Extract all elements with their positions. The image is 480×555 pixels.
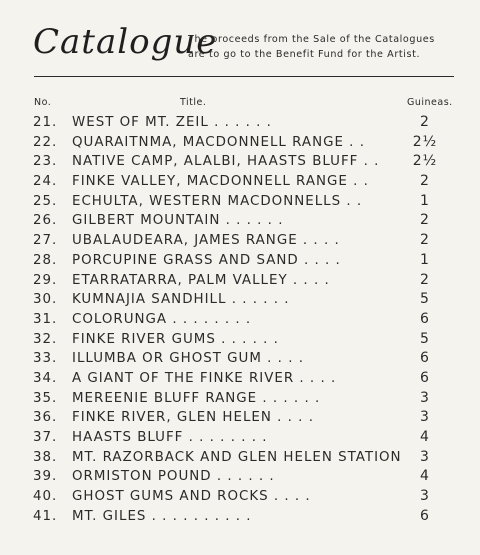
item-title: MT. GILES . . . . . . . . . .: [72, 508, 252, 524]
catalogue-list: [0, 113, 480, 526]
item-price-guineas: 3: [420, 409, 430, 426]
item-number: 32.: [33, 331, 58, 347]
item-price-guineas: 3: [420, 448, 430, 465]
item-price-guineas: 1: [420, 251, 430, 268]
item-price-guineas: 4: [420, 468, 430, 485]
item-price-guineas: 5: [420, 330, 430, 347]
item-title: ORMISTON POUND . . . . . .: [72, 469, 275, 485]
item-number: 25.: [33, 193, 58, 209]
catalogue-row: [0, 310, 480, 330]
item-price-guineas: 1: [420, 192, 430, 209]
item-price-guineas: 2: [420, 212, 430, 229]
catalogue-row: [0, 389, 480, 409]
item-number: 29.: [33, 272, 58, 288]
item-number: 36.: [33, 410, 58, 426]
item-title: FINKE RIVER, GLEN HELEN . . . .: [72, 410, 314, 426]
item-number: 40.: [33, 489, 58, 505]
catalogue-row: [0, 192, 480, 212]
item-title: MT. RAZORBACK AND GLEN HELEN STATION: [72, 449, 402, 465]
item-title: GHOST GUMS AND ROCKS . . . .: [72, 489, 311, 505]
item-price-guineas: 2½: [412, 133, 438, 150]
column-header-title: Title.: [180, 97, 207, 108]
column-header-guineas: Guineas.: [407, 97, 453, 108]
item-number: 30.: [33, 292, 58, 308]
item-price-guineas: 6: [420, 507, 430, 524]
catalogue-row: [0, 113, 480, 133]
item-price-guineas: 5: [420, 291, 430, 308]
header-divider: [34, 76, 454, 77]
item-title: QUARAITNMA, MACDONNELL RANGE . .: [72, 134, 365, 150]
catalogue-row: [0, 349, 480, 369]
item-price-guineas: 2: [420, 271, 430, 288]
item-price-guineas: 6: [420, 369, 430, 386]
item-number: 24.: [33, 174, 58, 190]
column-header-no: No.: [34, 97, 52, 108]
item-title: UBALAUDEARA, JAMES RANGE . . . .: [72, 233, 340, 249]
catalogue-row: [0, 172, 480, 192]
catalogue-row: [0, 408, 480, 428]
item-number: 33.: [33, 351, 58, 367]
item-price-guineas: 4: [420, 429, 430, 445]
item-title: COLORUNGA . . . . . . . .: [72, 311, 252, 327]
item-title: NATIVE CAMP, ALALBI, HAASTS BLUFF . .: [72, 154, 380, 170]
item-title: ETARRATARRA, PALM VALLEY . . . .: [72, 272, 330, 288]
item-price-guineas: 6: [420, 350, 430, 367]
item-price-guineas: 6: [420, 310, 430, 327]
item-title: ECHULTA, WESTERN MACDONNELLS . .: [72, 193, 363, 209]
item-number: 26.: [33, 213, 58, 229]
item-price-guineas: 3: [420, 389, 430, 406]
item-title: A GIANT OF THE FINKE RIVER . . . .: [72, 370, 337, 386]
item-number: 21.: [33, 115, 58, 130]
item-title: KUMNAJIA SANDHILL . . . . . .: [72, 292, 290, 308]
item-price-guineas: 2: [420, 173, 430, 190]
proceeds-note-line-1: The proceeds from the Sale of the Catalogues: [188, 34, 435, 45]
item-price-guineas: 2: [420, 114, 430, 130]
item-number: 28.: [33, 252, 58, 268]
catalogue-row: [0, 369, 480, 389]
item-title: FINKE VALLEY, MACDONNELL RANGE . .: [72, 174, 369, 190]
item-number: 34.: [33, 370, 58, 386]
item-title: FINKE RIVER GUMS . . . . . .: [72, 331, 279, 347]
catalogue-row: [0, 467, 480, 487]
item-price-guineas: 2: [420, 232, 430, 249]
catalogue-row: [0, 152, 480, 172]
catalogue-row: [0, 487, 480, 507]
item-title: WEST OF MT. ZEIL . . . . . .: [72, 115, 272, 130]
proceeds-note-line-2: are to go to the Benefit Fund for the Artist.: [188, 49, 421, 60]
catalogue-row: [0, 251, 480, 271]
item-number: 35.: [33, 390, 58, 406]
catalogue-row: [0, 330, 480, 350]
item-number: 22.: [33, 134, 58, 150]
catalogue-row: [0, 211, 480, 231]
item-price-guineas: 2½: [412, 153, 438, 170]
catalogue-row: [0, 428, 480, 448]
catalogue-row: [0, 133, 480, 153]
catalogue-row: [0, 271, 480, 291]
item-title: ILLUMBA OR GHOST GUM . . . .: [72, 351, 304, 367]
item-title: HAASTS BLUFF . . . . . . . .: [72, 430, 268, 445]
item-number: 38.: [33, 449, 58, 465]
item-title: MEREENIE BLUFF RANGE . . . . . .: [72, 390, 321, 406]
item-number: 27.: [33, 233, 58, 249]
item-number: 39.: [33, 469, 58, 485]
item-price-guineas: 3: [420, 488, 430, 505]
item-number: 37.: [33, 430, 58, 445]
catalogue-row: [0, 507, 480, 527]
catalogue-title: Catalogue: [33, 22, 218, 62]
catalogue-row: [0, 448, 480, 468]
catalogue-row: [0, 290, 480, 310]
catalogue-row: [0, 231, 480, 251]
item-title: GILBERT MOUNTAIN . . . . . .: [72, 213, 284, 229]
item-title: PORCUPINE GRASS AND SAND . . . .: [72, 252, 341, 268]
item-number: 31.: [33, 311, 58, 327]
item-number: 41.: [33, 508, 58, 524]
proceeds-note: [188, 32, 458, 62]
item-number: 23.: [33, 154, 58, 170]
